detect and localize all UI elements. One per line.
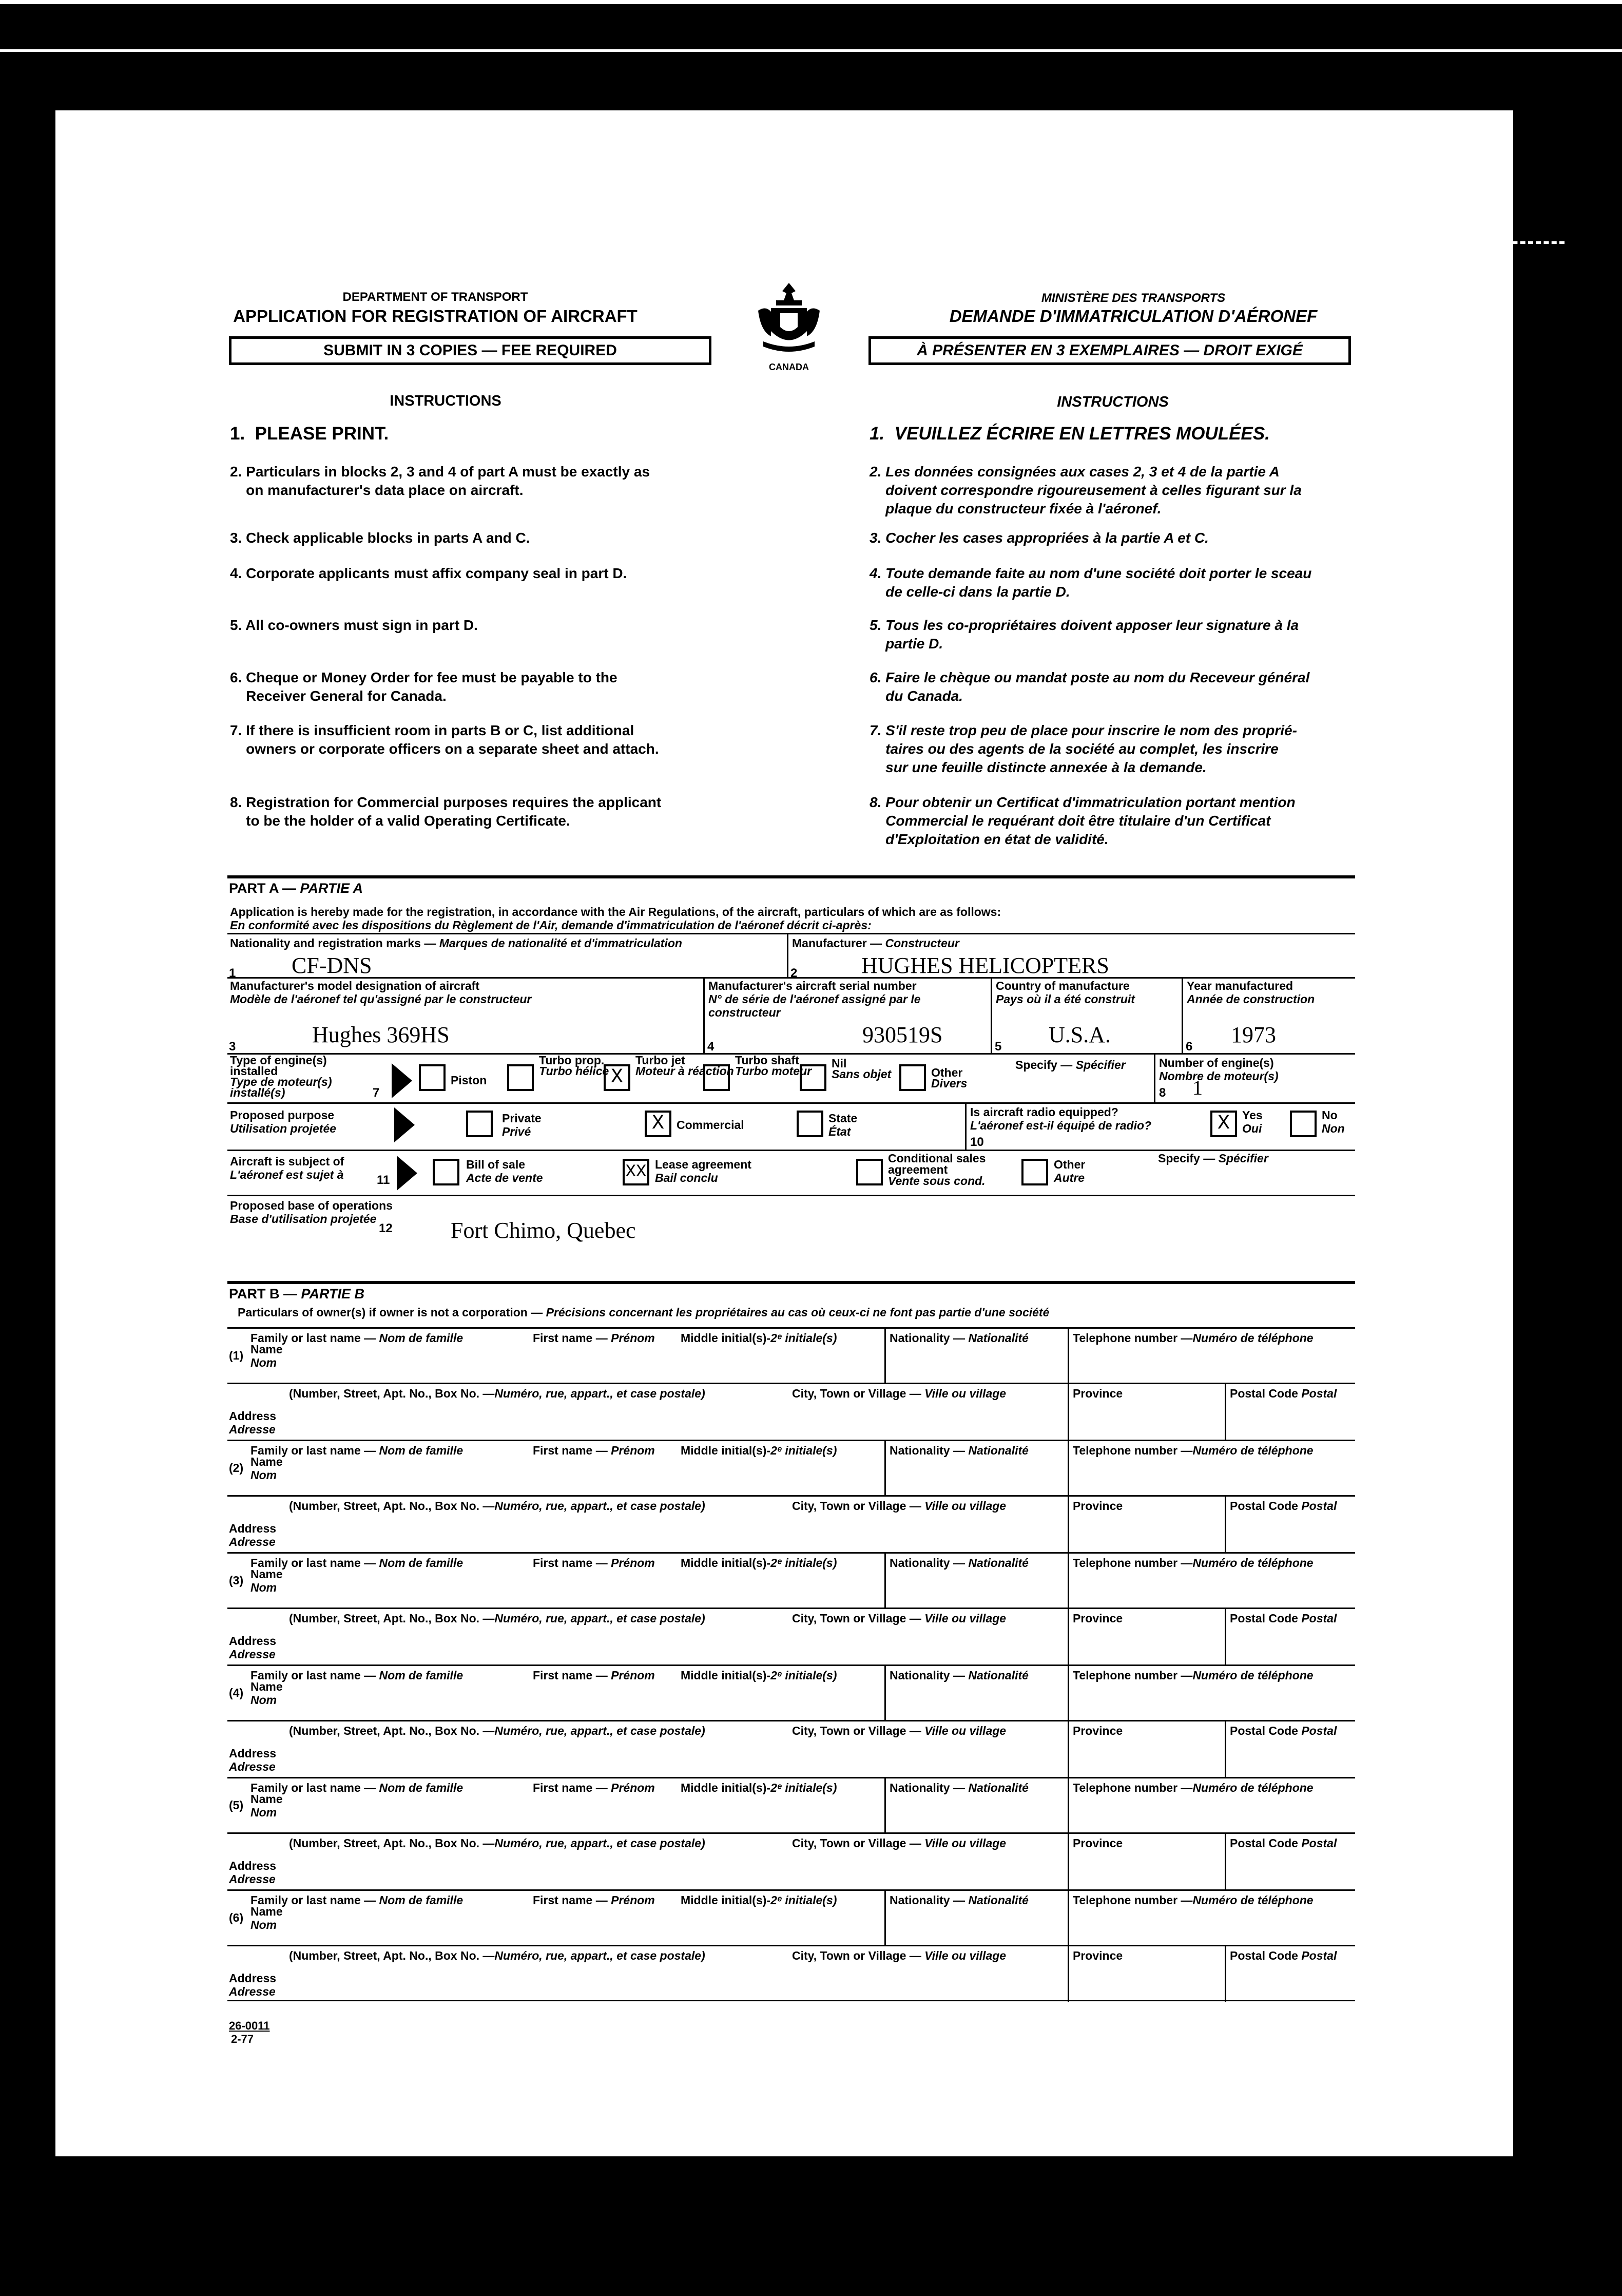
owner-mid-rule [227,1832,1355,1834]
owner-divider-nationality [884,1889,886,1945]
form-page [55,110,1513,2156]
submit-en: SUBMIT IN 3 COPIES — FEE REQUIRED [229,336,711,365]
part-a-intro-fr: En conformité avec les dispositions du Règlement de l'Air, demande d'immatriculation de l'aéronef décrit ci-après: [230,919,872,932]
engine-other-checkbox[interactable] [899,1064,926,1091]
owner-city-label: City, Town or Village — Ville ou village [792,1499,1007,1513]
owner-divider-nationality [884,1552,886,1608]
engine-nil-checkbox[interactable] [800,1064,826,1091]
purpose-label: Proposed purpose Utilisation projetée [230,1108,337,1135]
owner-number: (6) [229,1911,244,1924]
part-a-intro-en: Application is hereby made for the registration, in accordance with the Air Regulations, of the aircraft, particulars of which are as follows: [230,905,1001,919]
instruction-fr-5: 5. Tous les co-propriétaires doivent apposer leur signature à la partie D. [870,617,1299,652]
owner-top-rule [227,1664,1355,1666]
year-label: Year manufactured Année de construction [1187,979,1315,1006]
owner-province-label: Province [1073,1949,1123,1962]
owner-number: (4) [229,1686,244,1699]
owner-phone-label: Telephone number —Numéro de téléphone [1073,1444,1314,1457]
owner-province-label: Province [1073,1612,1123,1625]
subject-bill-checkbox[interactable] [433,1159,459,1185]
row-5-rule [227,1195,1355,1196]
owner-divider-postal [1225,1383,1226,1440]
manufacturer-label: Manufacturer — Constructeur [792,936,959,950]
form-date: 2-77 [231,2033,254,2045]
scan-edge-dash [1411,241,1565,244]
purpose-arrow-icon [394,1107,415,1142]
row-1-rule [227,977,1355,979]
owner-top-rule [227,1327,1355,1329]
owner-divider-postal [1225,1495,1226,1552]
purpose-commercial-checkbox[interactable]: X [645,1111,671,1137]
engine-turboshaft-label: Turbo shaft Turbo moteur [735,1054,812,1078]
owner-city-label: City, Town or Village — Ville ou village [792,1836,1007,1850]
engine-turbojet-label: Turbo jet Moteur à réaction [635,1054,734,1078]
owner-mid-rule [227,1495,1355,1497]
engine-arrow-icon [392,1063,412,1098]
owner-phone-label: Telephone number —Numéro de téléphone [1073,1781,1314,1794]
instruction-en-5: 5. All co-owners must sign in part D. [230,617,478,633]
subject-arrow-icon [397,1156,417,1191]
model-value: Hughes 369HS [312,1022,450,1047]
owner-postal-label: Postal Code Postal [1230,1499,1337,1513]
subject-label: Aircraft is subject of L'aéronef est sujet à [230,1155,344,1181]
owner-family-label: Family or last name — Nom de famille [250,1331,464,1345]
owner-address-label: Address Adresse [229,1409,277,1436]
owner-divider-postal [1225,1720,1226,1777]
owner-postal-label: Postal Code Postal [1230,1387,1337,1400]
block-3-number: 3 [229,1040,236,1054]
divider-5-6 [1182,977,1183,1053]
radio-no-checkbox[interactable] [1290,1111,1317,1137]
owner-middle-label: Middle initial(s)-2ᵉ initiale(s) [681,1444,837,1457]
owner-nationality-label: Nationality — Nationalité [890,1444,1029,1457]
part-b-rule [227,1281,1355,1284]
owner-divider-postal [1225,1608,1226,1664]
owner-divider-postal [1225,1945,1226,2002]
divider-4-5 [991,977,992,1053]
owner-province-label: Province [1073,1387,1123,1400]
owner-postal-label: Postal Code Postal [1230,1949,1337,1962]
owner-divider-nationality [884,1664,886,1720]
engine-piston-label: Piston [451,1074,487,1087]
owner-nationality-label: Nationality — Nationalité [890,1331,1029,1345]
owner-mid-rule [227,1720,1355,1721]
engine-turboshaft-checkbox[interactable] [703,1064,730,1091]
owner-address-label: Address Adresse [229,1522,277,1548]
nationality-label: Nationality and registration marks — Marques de nationalité et d'immatriculation [230,936,682,950]
instruction-fr-8: 8. Pour obtenir un Certificat d'immatriculation portant mention Commercial le requérant doit être titulaire d'un Certificat d'Exploitation en état de validité. [870,794,1296,847]
instructions-heading-fr: INSTRUCTIONS [1057,394,1169,410]
canada-crest-icon [756,280,822,357]
country-value: U.S.A. [1049,1022,1111,1047]
owner-middle-label: Middle initial(s)-2ᵉ initiale(s) [681,1781,837,1794]
instruction-fr-4: 4. Toute demande faite au nom d'une société doit porter le sceau de celle-ci dans la partie D. [870,565,1312,600]
engine-other-label: Other Divers [931,1066,968,1090]
subject-bill-label: Bill of sale Acte de vente [466,1158,543,1184]
owner-name-label: Name Nom [250,1343,283,1369]
owner-address-label: Address Adresse [229,1972,277,1998]
instruction-fr-7: 7. S'il reste trop peu de place pour inscrire le nom des proprié- taires ou des agents de la société au complet, les inscrire sur une feuille distincte annexée à la demande. [870,722,1297,775]
owner-street-label: (Number, Street, Apt. No., Box No. —Numéro, rue, appart., et case postale) [289,1836,705,1850]
row-3-rule [227,1102,1355,1104]
instruction-fr-2: 2. Les données consignées aux cases 2, 3 et 4 de la partie A doivent correspondre rigoureusement à celles figurant sur la plaque du constructeur fixée à l'aéronef. [870,464,1302,516]
owner-mid-rule [227,1945,1355,1946]
owner-phone-label: Telephone number —Numéro de téléphone [1073,1556,1314,1570]
engine-type-label: Type of engine(s) installed Type de moteur(s) installé(s) [230,1054,332,1099]
nationality-value: CF-DNS [292,953,372,978]
part-b-bottom-rule [227,2000,1355,2001]
owner-phone-label: Telephone number —Numéro de téléphone [1073,1331,1314,1345]
owner-family-label: Family or last name — Nom de famille [250,1893,464,1907]
owner-number: (2) [229,1461,244,1475]
num-engines-value: 1 [1192,1076,1203,1099]
part-b-intro: Particulars of owner(s) if owner is not a corporation — Précisions concernant les propriétaires au cas où ceux-ci ne font pas partie d'une société [238,1306,1050,1319]
model-label: Manufacturer's model designation of aircraft Modèle de l'aéronef tel qu'assigné par le constructeur [230,979,532,1006]
owner-phone-label: Telephone number —Numéro de téléphone [1073,1893,1314,1907]
owner-street-label: (Number, Street, Apt. No., Box No. —Numéro, rue, appart., et case postale) [289,1724,705,1737]
owner-first-label: First name — Prénom [533,1781,655,1794]
owner-mid-rule [227,1608,1355,1609]
subject-lease-checkbox[interactable]: XX [623,1159,649,1185]
owner-nationality-label: Nationality — Nationalité [890,1556,1029,1570]
owner-city-label: City, Town or Village — Ville ou village [792,1612,1007,1625]
owner-first-label: First name — Prénom [533,1444,655,1457]
instruction-fr-1: 1. VEUILLEZ ÉCRIRE EN LETTRES MOULÉES. [870,424,1270,444]
owner-postal-label: Postal Code Postal [1230,1612,1337,1625]
block-6-number: 6 [1186,1040,1193,1054]
dept-en: DEPARTMENT OF TRANSPORT [342,290,528,304]
dept-fr: MINISTÈRE DES TRANSPORTS [1041,291,1226,305]
owner-family-label: Family or last name — Nom de famille [250,1444,464,1457]
owner-name-label: Name Nom [250,1455,283,1482]
instruction-fr-3: 3. Cocher les cases appropriées à la partie A et C. [870,530,1209,546]
subject-other-label: Other Autre [1054,1158,1086,1184]
block-7-number: 7 [373,1086,380,1100]
owner-name-label: Name Nom [250,1905,283,1931]
subject-specify-label: Specify — Spécifier [1158,1152,1268,1165]
owner-number: (1) [229,1349,244,1362]
base-label: Proposed base of operations Base d'utilisation projetée [230,1199,393,1226]
block-11-number: 11 [377,1173,390,1187]
block-8-number: 8 [1159,1086,1166,1100]
radio-label: Is aircraft radio equipped? L'aéronef est-il équipé de radio? [970,1105,1152,1132]
owner-nationality-label: Nationality — Nationalité [890,1669,1029,1682]
owner-city-label: City, Town or Village — Ville ou village [792,1387,1007,1400]
owner-top-rule [227,1889,1355,1891]
owner-nationality-label: Nationality — Nationalité [890,1781,1029,1794]
instruction-en-6: 6. Cheque or Money Order for fee must be payable to the Receiver General for Canada. [230,669,617,704]
purpose-commercial-label: Commercial [677,1118,744,1132]
owner-province-label: Province [1073,1499,1123,1513]
purpose-state-checkbox[interactable] [797,1111,823,1137]
owner-address-label: Address Adresse [229,1859,277,1886]
submit-fr: À PRÉSENTER EN 3 EXEMPLAIRES — DROIT EXIGÉ [868,336,1351,365]
owner-divider-nationality [884,1777,886,1832]
scan-border-line [0,49,1622,52]
block-5-number: 5 [995,1040,1002,1054]
owner-province-label: Province [1073,1724,1123,1737]
owner-number: (5) [229,1798,244,1812]
owner-nationality-label: Nationality — Nationalité [890,1893,1029,1907]
owner-top-rule [227,1777,1355,1778]
instruction-en-3: 3. Check applicable blocks in parts A and C. [230,530,530,546]
scan-border-top [0,0,1622,4]
instruction-en-1: 1. PLEASE PRINT. [230,424,389,444]
instructions-heading-en: INSTRUCTIONS [390,393,501,409]
radio-yes-label: Yes Oui [1242,1108,1263,1135]
instruction-en-7: 7. If there is insufficient room in parts B or C, list additional owners or corporate officers on a separate sheet and attach. [230,722,659,757]
radio-no-label: No Non [1322,1108,1345,1135]
instruction-en-4: 4. Corporate applicants must affix company seal in part D. [230,565,627,581]
owner-divider-nationality [884,1327,886,1383]
owner-postal-label: Postal Code Postal [1230,1724,1337,1737]
owner-family-label: Family or last name — Nom de famille [250,1781,464,1794]
purpose-private-checkbox[interactable] [466,1111,493,1137]
subject-conditional-checkbox[interactable] [856,1159,883,1185]
owner-number: (3) [229,1574,244,1587]
form-number: 26-0011 [229,2019,270,2032]
engine-piston-checkbox[interactable] [419,1064,446,1091]
block-4-number: 4 [707,1040,715,1054]
owner-first-label: First name — Prénom [533,1893,655,1907]
owner-first-label: First name — Prénom [533,1331,655,1345]
instruction-en-2: 2. Particulars in blocks 2, 3 and 4 of part A must be exactly as on manufacturer's data place on aircraft. [230,464,650,498]
instruction-fr-6: 6. Faire le chèque ou mandat poste au nom du Receveur général du Canada. [870,669,1310,704]
engine-turboprop-label: Turbo prop. Turbo hélice [539,1054,609,1078]
crest-caption: CANADA [769,362,809,372]
owner-middle-label: Middle initial(s)-2ᵉ initiale(s) [681,1331,837,1345]
owner-family-label: Family or last name — Nom de famille [250,1556,464,1570]
num-engines-label: Number of engine(s) Nombre de moteur(s) [1159,1056,1279,1083]
owner-name-label: Name Nom [250,1680,283,1707]
owner-mid-rule [227,1383,1355,1384]
serial-value: 930519S [862,1022,943,1047]
owner-middle-label: Middle initial(s)-2ᵉ initiale(s) [681,1893,837,1907]
owner-first-label: First name — Prénom [533,1556,655,1570]
part-a-rule [227,875,1355,878]
owner-family-label: Family or last name — Nom de famille [250,1669,464,1682]
country-label: Country of manufacture Pays où il a été construit [996,979,1135,1006]
owner-address-label: Address Adresse [229,1634,277,1661]
divider-7-8 [1154,1053,1155,1102]
block-12-number: 12 [379,1221,393,1235]
owner-street-label: (Number, Street, Apt. No., Box No. —Numéro, rue, appart., et case postale) [289,1612,705,1625]
owner-postal-label: Postal Code Postal [1230,1836,1337,1850]
block-1-number: 1 [229,966,236,980]
radio-yes-checkbox[interactable]: X [1210,1111,1237,1137]
subject-lease-label: Lease agreement Bail conclu [655,1158,751,1184]
year-value: 1973 [1231,1022,1276,1047]
owner-street-label: (Number, Street, Apt. No., Box No. —Numéro, rue, appart., et case postale) [289,1499,705,1513]
divider-9-10 [965,1102,967,1150]
part-a-heading: PART A — PARTIE A [229,881,363,896]
owner-address-label: Address Adresse [229,1747,277,1773]
purpose-state-label: State État [828,1112,858,1138]
owner-middle-label: Middle initial(s)-2ᵉ initiale(s) [681,1556,837,1570]
instruction-en-8: 8. Registration for Commercial purposes requires the applicant to be the holder of a valid Operating Certificate. [230,794,662,829]
divider-1-2 [787,933,788,977]
owner-name-label: Name Nom [250,1792,283,1819]
owner-city-label: City, Town or Village — Ville ou village [792,1724,1007,1737]
title-fr: DEMANDE D'IMMATRICULATION D'AÉRONEF [949,307,1318,326]
owner-city-label: City, Town or Village — Ville ou village [792,1949,1007,1962]
owner-top-rule [227,1552,1355,1554]
owner-divider-nationality [884,1440,886,1495]
owner-first-label: First name — Prénom [533,1669,655,1682]
owner-phone-label: Telephone number —Numéro de téléphone [1073,1669,1314,1682]
engine-nil-label: Nil Sans objet [832,1057,892,1081]
divider-3-4 [703,977,705,1053]
engine-turbojet-checkbox[interactable]: X [604,1064,630,1091]
purpose-private-label: Private Privé [502,1112,542,1138]
subject-other-checkbox[interactable] [1021,1159,1048,1185]
block-2-number: 2 [790,966,798,980]
owner-divider-postal [1225,1832,1226,1889]
part-b-heading: PART B — PARTIE B [229,1286,365,1302]
owner-street-label: (Number, Street, Apt. No., Box No. —Numéro, rue, appart., et case postale) [289,1387,705,1400]
owner-name-label: Name Nom [250,1567,283,1594]
manufacturer-value: HUGHES HELICOPTERS [861,953,1109,978]
engine-turboprop-checkbox[interactable] [507,1064,534,1091]
block-10-number: 10 [970,1135,984,1149]
owner-top-rule [227,1440,1355,1441]
owner-province-label: Province [1073,1836,1123,1850]
base-value: Fort Chimo, Quebec [451,1218,636,1243]
serial-label: Manufacturer's aircraft serial number N° de série de l'aéronef assigné par le constructeur [708,979,921,1019]
subject-conditional-label: Conditional sales agreement Vente sous cond. [888,1152,986,1188]
part-a-rule-2 [227,933,1355,934]
engine-specify-label: Specify — Spécifier [1015,1058,1126,1072]
row-4-rule [227,1150,1355,1151]
owner-middle-label: Middle initial(s)-2ᵉ initiale(s) [681,1669,837,1682]
title-en: APPLICATION FOR REGISTRATION OF AIRCRAFT [233,307,638,326]
owner-street-label: (Number, Street, Apt. No., Box No. —Numéro, rue, appart., et case postale) [289,1949,705,1962]
